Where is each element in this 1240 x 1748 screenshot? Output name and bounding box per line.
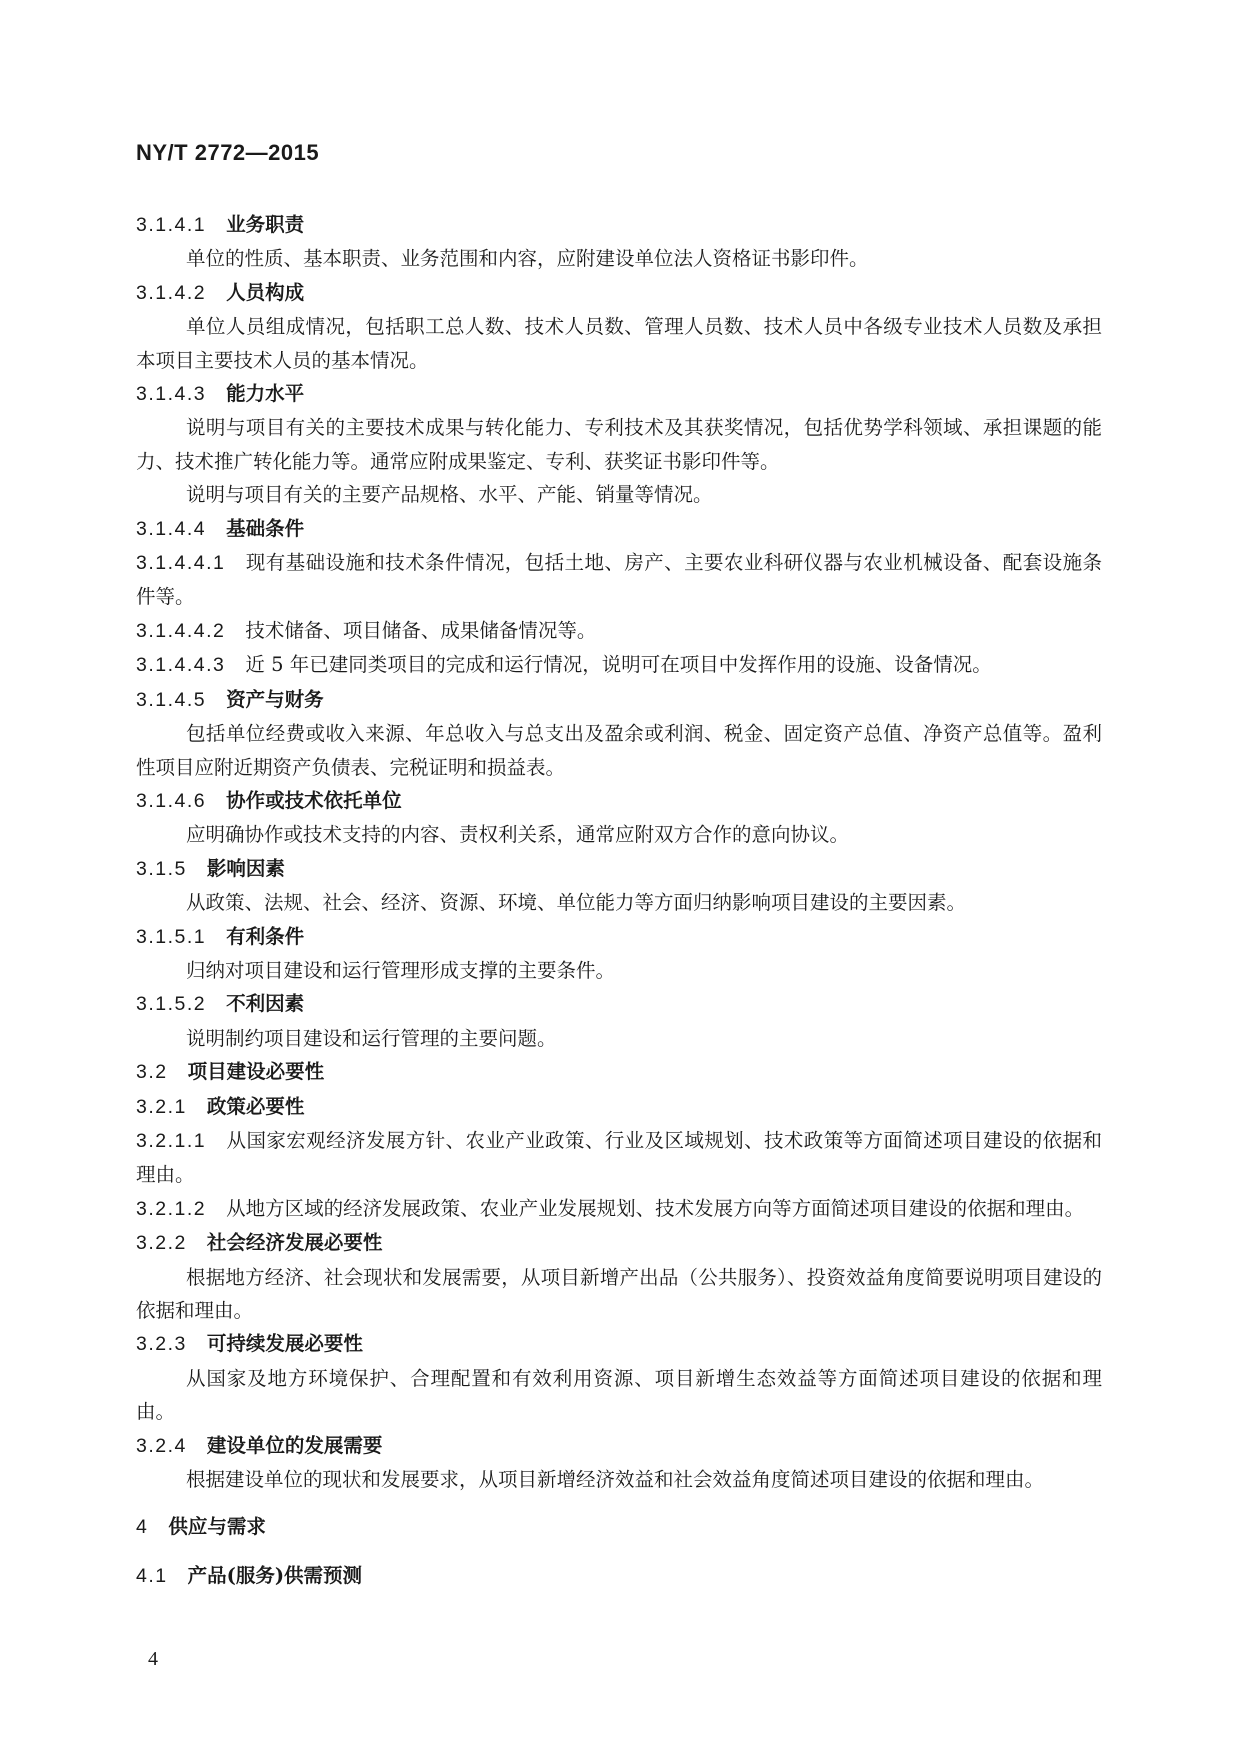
section-title: 能力水平	[226, 382, 305, 406]
section-number: 4	[136, 1516, 149, 1539]
section-heading	[136, 1429, 1102, 1463]
body-paragraph: 单位人员组成情况，包括职工总人数、技术人员数、管理人员数、技术人员中各级专业技术人员数及承担本项目主要技术人员的基本情况。	[136, 315, 1102, 372]
standard-code-header: NY/T 2772—2015	[136, 140, 320, 165]
section-heading	[136, 920, 1102, 954]
section-heading	[136, 987, 1102, 1021]
section-number: 3.1.4.2	[136, 281, 207, 304]
section-number: 3.1.5.2	[136, 993, 207, 1016]
section-heading	[136, 1226, 1102, 1260]
section-number: 3.2	[136, 1061, 168, 1084]
section-heading	[136, 512, 1102, 546]
clause-number: 3.2.1.1	[136, 1129, 207, 1152]
body-paragraph: 从国家及地方环境保护、合理配置和有效利用资源、项目新增生态效益等方面简述项目建设的依据和理由。	[136, 1366, 1102, 1424]
section-heading	[136, 1055, 1102, 1089]
section-title: 可持续发展必要性	[206, 1332, 363, 1356]
section-title: 建设单位的发展需要	[206, 1433, 383, 1457]
body-paragraph: 应明确协作或技术支持的内容、责权利关系，通常应附双方合作的意向协议。	[186, 823, 850, 847]
section-number: 3.2.1	[136, 1095, 187, 1118]
section-number: 3.1.4.1	[136, 214, 207, 236]
section-number: 3.1.4.3	[136, 383, 207, 406]
section-number: 3.2.3	[136, 1333, 187, 1356]
section-title: 不利因素	[226, 992, 305, 1016]
section-heading	[136, 1327, 1102, 1361]
section-heading	[136, 377, 1102, 411]
body-paragraph: 说明与项目有关的主要产品规格、水平、产能、销量等情况。	[186, 483, 713, 507]
section-title: 政策必要性	[206, 1094, 305, 1118]
body-paragraph: 包括单位经费或收入来源、年总收入与总支出及盈余或利润、税金、固定资产总值、净资产总值等。盈利性项目应附近期资产负债表、完税证明和损益表。	[136, 722, 1102, 779]
section-number: 3.1.5	[136, 857, 187, 880]
numbered-paragraph	[136, 614, 1102, 648]
section-number: 4.1	[136, 1564, 168, 1587]
section-heading	[136, 1559, 1102, 1593]
body-paragraph: 单位的性质、基本职责、业务范围和内容，应附建设单位法人资格证书影印件。	[186, 247, 869, 271]
section-heading	[136, 1090, 1102, 1124]
page-number: 4	[148, 1648, 158, 1670]
clause-number: 3.1.4.4.2	[136, 619, 226, 642]
numbered-paragraph	[136, 1192, 1102, 1226]
section-title: 业务职责	[226, 213, 305, 236]
section-heading	[136, 852, 1102, 886]
document-body	[136, 208, 1102, 1593]
clause-text: 技术储备、项目储备、成果储备情况等。	[245, 618, 597, 642]
section-title: 有利条件	[226, 924, 305, 948]
section-number: 3.1.5.1	[136, 925, 207, 948]
section-number: 3.1.4.4	[136, 517, 207, 540]
section-title: 项目建设必要性	[187, 1060, 325, 1084]
section-title: 供应与需求	[168, 1515, 266, 1539]
body-paragraph: 归纳对项目建设和运行管理形成支撑的主要条件。	[186, 958, 616, 982]
numbered-paragraph	[136, 546, 1102, 614]
clause-text: 近 5 年已建同类项目的完成和运行情况，说明可在项目中发挥作用的设施、设备情况。	[245, 653, 992, 677]
body-paragraph: 说明制约项目建设和运行管理的主要问题。	[186, 1026, 557, 1050]
section-number: 3.2.4	[136, 1434, 187, 1457]
section-title: 产品(服务)供需预测	[187, 1563, 363, 1587]
section-number: 3.1.4.6	[136, 789, 207, 812]
section-heading	[136, 784, 1102, 818]
clause-text: 从地方区域的经济发展政策、农业产业发展规划、技术发展方向等方面简述项目建设的依据和理由。	[226, 1196, 1085, 1220]
body-paragraph: 从政策、法规、社会、经济、资源、环境、单位能力等方面归纳影响项目建设的主要因素。	[186, 891, 967, 915]
section-number: 3.2.2	[136, 1232, 187, 1255]
clause-text: 从国家宏观经济发展方针、农业产业政策、行业及区域规划、技术政策等方面简述项目建设的依据和理由。	[136, 1128, 1102, 1187]
clause-text: 现有基础设施和技术条件情况，包括土地、房产、主要农业科研仪器与农业机械设备、配套设施条件等。	[136, 551, 1102, 609]
section-title: 基础条件	[226, 516, 305, 540]
body-paragraph: 根据建设单位的现状和发展要求，从项目新增经济效益和社会效益角度简述项目建设的依据和理由。	[186, 1468, 1045, 1492]
clause-number: 3.1.4.4.3	[136, 654, 226, 677]
section-heading	[136, 276, 1102, 310]
numbered-paragraph	[136, 648, 1102, 682]
body-paragraph: 说明与项目有关的主要技术成果与转化能力、专利技术及其获奖情况，包括优势学科领域、承担课题的能力、技术推广转化能力等。通常应附成果鉴定、专利、获奖证书影印件等。	[136, 416, 1102, 473]
section-title: 协作或技术依托单位	[226, 788, 402, 812]
body-paragraph: 根据地方经济、社会现状和发展需要，从项目新增产出品（公共服务）、投资效益角度简要说明项目建设的依据和理由。	[136, 1265, 1102, 1322]
clause-number: 3.1.4.4.1	[136, 552, 226, 575]
section-title: 影响因素	[206, 856, 285, 880]
section-title: 人员构成	[226, 280, 305, 304]
numbered-paragraph	[136, 1124, 1102, 1192]
section-heading	[136, 208, 1102, 242]
clause-number: 3.2.1.2	[136, 1197, 207, 1220]
section-heading	[136, 683, 1102, 717]
section-title: 资产与财务	[226, 687, 324, 711]
section-title: 社会经济发展必要性	[206, 1231, 383, 1255]
chapter-heading	[136, 1510, 1102, 1544]
section-number: 3.1.4.5	[136, 688, 207, 711]
